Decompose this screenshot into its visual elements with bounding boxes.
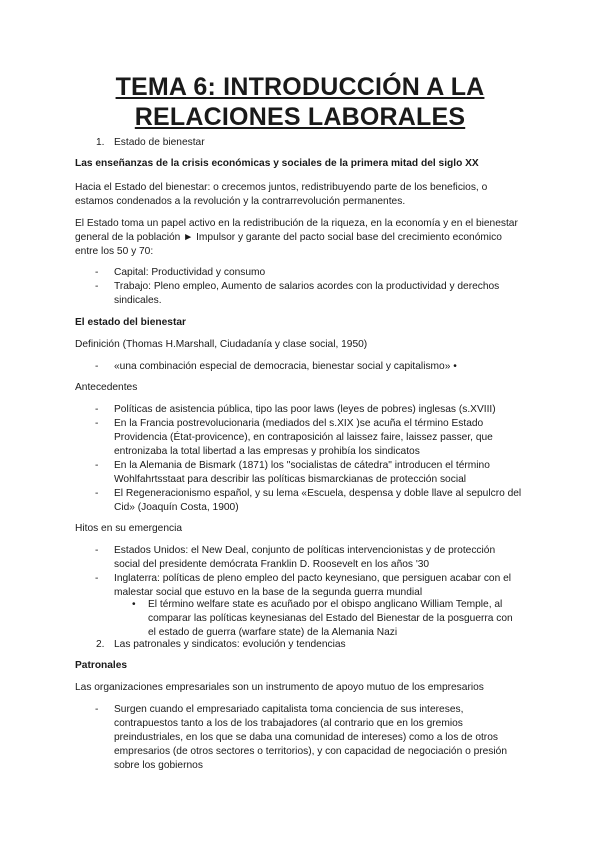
paragraph-organizaciones: Las organizaciones empresariales son un instrumento de apoyo mutuo de los empresarios xyxy=(75,682,484,693)
antecedente-2-line-1: En la Francia postrevolucionaria (mediados del s.XIX )se acuña el término Estado xyxy=(114,418,484,429)
list-item-trabajo-line-1: Trabajo: Pleno empleo, Aumento de salarios acordes con la productividad y derechos xyxy=(114,281,500,292)
hitos-label: Hitos en su emergencia xyxy=(75,523,183,534)
antecedente-3-line-2: Wohlfahrtsstaat para describir las políticas bismarckianas de protección social xyxy=(114,474,467,485)
definicion: Definición (Thomas H.Marshall, Ciudadanía y clase social, 1950) xyxy=(75,339,368,350)
hito-sub-line-1: El término welfare state es acuñado por el obispo anglicano William Temple, al xyxy=(148,599,503,610)
hito-sub-line-3: el estado de guerra (warfare state) de la Alemania Nazi xyxy=(148,627,398,638)
hito-2-line-2: malestar social que estuvo en la base de la segunda guerra mundial xyxy=(114,587,423,598)
definicion-quote: «una combinación especial de democracia, bienestar social y capitalismo» • xyxy=(114,361,457,372)
list-item-capital: Capital: Productividad y consumo xyxy=(114,267,266,278)
heading-patronales: Patronales xyxy=(75,660,128,671)
antecedente-1: Políticas de asistencia pública, tipo las poor laws (leyes de pobres) inglesas (s.XVIII) xyxy=(114,404,496,415)
section-2-label: Las patronales y sindicatos: evolución y tendencias xyxy=(114,639,346,650)
hito-1-line-1: Estados Unidos: el New Deal, conjunto de políticas intervencionistas y de protección xyxy=(114,545,496,556)
dash-marker: - xyxy=(95,488,99,499)
antecedente-4-line-1: El Regeneracionismo español, y su lema «Escuela, despensa y doble llave al sepulcro del xyxy=(114,488,522,499)
hito-sub-line-2: comparar las políticas keynesianas del Estado del Bienestar de la posguerra con xyxy=(148,613,513,624)
section-1-label: Estado de bienestar xyxy=(114,137,205,148)
paragraph-estado-line-1: El Estado toma un papel activo en la redistribución de la riqueza, en la economía y en el bienestar xyxy=(75,218,518,229)
surgen-line-5: sobre los gobiernos xyxy=(114,760,203,771)
dash-marker: - xyxy=(95,404,99,415)
list-item-trabajo-line-2: sindicales. xyxy=(114,295,162,306)
page-title-line-1: TEMA 6: INTRODUCCIÓN A LA xyxy=(115,73,485,101)
antecedentes-label: Antecedentes xyxy=(75,382,138,393)
dash-marker: - xyxy=(95,267,99,278)
dash-marker: - xyxy=(95,460,99,471)
paragraph-hacia-line-1: Hacia el Estado del bienestar: o crecemos juntos, redistribuyendo parte de los beneficios, o xyxy=(75,182,488,193)
dash-marker: - xyxy=(95,545,99,556)
antecedente-2-line-2: Providencia (État-provicence), en contraposición al laissez faire, laissez passer, que xyxy=(114,432,493,443)
hito-2-line-1: Inglaterra: políticas de pleno empleo del pacto keynesiano, que persiguen acabar con el xyxy=(114,573,512,584)
section-1-number: 1. xyxy=(96,137,105,148)
dash-marker: - xyxy=(95,418,99,429)
surgen-line-3: preindustriales, en los que se daba una comunidad de intereses) como a los de otros xyxy=(114,732,498,743)
section-2-number: 2. xyxy=(96,639,105,650)
dash-marker: - xyxy=(95,361,99,372)
antecedente-4-line-2: Cid» (Joaquín Costa, 1900) xyxy=(114,502,239,513)
paragraph-estado-line-3: entre los 50 y 70: xyxy=(75,246,154,257)
hito-1-line-2: social del presidente demócrata Franklin D. Roosevelt en los años '30 xyxy=(114,559,430,570)
heading-ensenanzas: Las enseñanzas de la crisis económicas y sociales de la primera mitad del siglo XX xyxy=(75,158,479,169)
surgen-line-2: contrapuestos tanto a los de los trabajadores (al contrario que en los gremios xyxy=(114,718,463,729)
dash-marker: - xyxy=(95,281,99,292)
antecedente-2-line-3: entronizaba la total libertad a las empresas y prohibía los sindicatos xyxy=(114,446,420,457)
dash-marker: - xyxy=(95,704,99,715)
bullet-marker: • xyxy=(132,599,136,610)
paragraph-hacia-line-2: estamos condenados a la revolución y la contrarrevolución permanentes. xyxy=(75,196,406,207)
heading-estado-bienestar: El estado del bienestar xyxy=(75,317,186,328)
antecedente-3-line-1: En la Alemania de Bismark (1871) los "socialistas de cátedra" introducen el término xyxy=(114,460,490,471)
surgen-line-1: Surgen cuando el empresariado capitalista toma conciencia de sus intereses, xyxy=(114,704,464,715)
dash-marker: - xyxy=(95,573,99,584)
surgen-line-4: empresarios (de otros sectores o territorios), y con capacidad de negociación o presión xyxy=(114,746,507,757)
paragraph-estado-line-2: general de la población ► Impulsor y garante del pacto social base del crecimiento económico xyxy=(75,232,502,243)
page-title-line-2: RELACIONES LABORALES xyxy=(134,103,466,131)
